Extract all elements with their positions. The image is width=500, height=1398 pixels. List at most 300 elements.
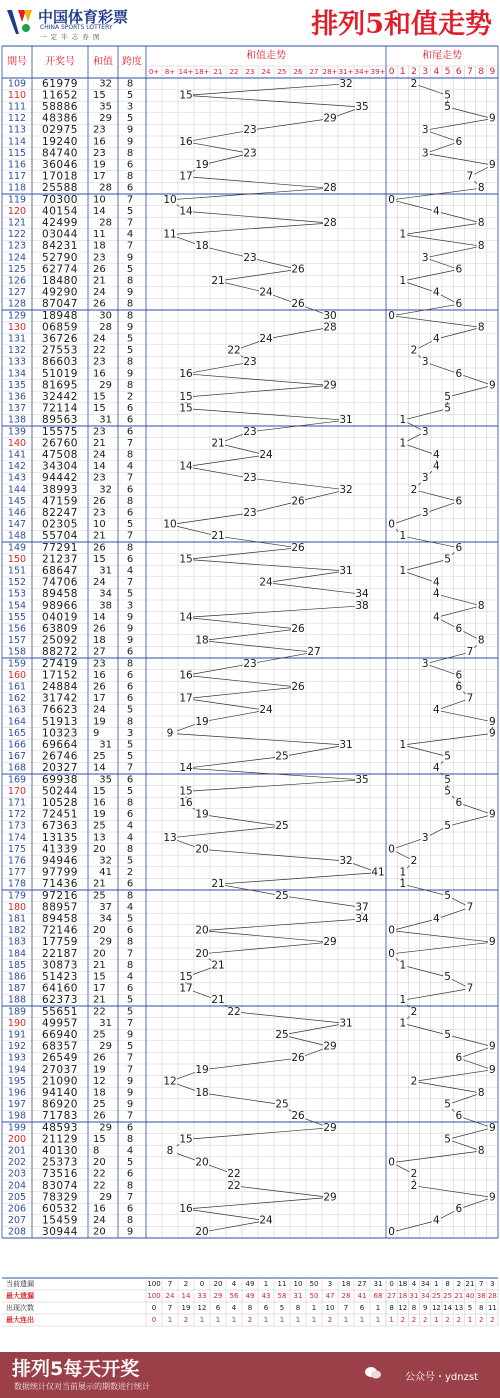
sum-point: 18 bbox=[195, 240, 209, 253]
span-cell: 6 bbox=[126, 182, 134, 194]
sum-cell: 31 bbox=[99, 414, 112, 426]
period-cell: 201 bbox=[7, 1145, 27, 1157]
draw-number-cell: 84740 bbox=[42, 147, 78, 160]
span-cell: 8 bbox=[126, 1215, 134, 1227]
draw-number-cell: 30944 bbox=[42, 1226, 78, 1239]
col-header-span: 跨度 bbox=[122, 56, 142, 68]
sum-point: 24 bbox=[259, 333, 273, 345]
header bbox=[0, 0, 500, 44]
span-cell: 8 bbox=[126, 716, 134, 728]
sum-point: 26 bbox=[291, 298, 305, 311]
draw-number-cell: 86603 bbox=[42, 356, 78, 369]
tail-point: 6 bbox=[455, 1110, 463, 1123]
draw-number-cell: 10323 bbox=[42, 727, 78, 740]
sum-point: 26 bbox=[291, 495, 305, 508]
stats-tail-value: 12 bbox=[431, 1304, 441, 1312]
sum-point: 15 bbox=[179, 553, 193, 566]
span-cell: 8 bbox=[126, 1133, 134, 1145]
period-cell: 120 bbox=[7, 205, 27, 217]
span-cell: 6 bbox=[126, 414, 134, 426]
draw-number-cell: 87047 bbox=[42, 298, 78, 311]
span-cell: 6 bbox=[126, 159, 134, 171]
sum-cell: 13 bbox=[93, 832, 106, 844]
tail-bin-label: 4 bbox=[433, 67, 440, 77]
sum-bin-label: 24 bbox=[261, 68, 271, 76]
sum-point: 27 bbox=[307, 646, 321, 659]
span-cell: 4 bbox=[126, 1145, 134, 1157]
span-cell: 6 bbox=[126, 507, 134, 519]
draw-number-cell: 30873 bbox=[42, 959, 78, 972]
stats-sum-value: 1 bbox=[215, 1316, 221, 1324]
sum-point: 17 bbox=[179, 692, 193, 705]
stats-tail-value: 2 bbox=[422, 1316, 428, 1324]
sum-point: 10 bbox=[163, 193, 177, 206]
span-cell: 8 bbox=[126, 936, 134, 948]
draw-number-cell: 10528 bbox=[42, 797, 78, 809]
draw-number-cell: 74706 bbox=[42, 576, 78, 589]
sum-point: 23 bbox=[243, 472, 257, 485]
sum-point: 15 bbox=[179, 1133, 193, 1146]
sum-cell: 27 bbox=[93, 646, 106, 658]
span-cell: 5 bbox=[126, 113, 134, 125]
span-cell: 7 bbox=[126, 1110, 134, 1122]
sum-point: 21 bbox=[211, 959, 225, 972]
tail-point: 2 bbox=[410, 77, 418, 90]
tail-point: 6 bbox=[455, 1203, 463, 1215]
tail-point: 9 bbox=[489, 1040, 496, 1053]
draw-number-cell: 67363 bbox=[42, 820, 78, 833]
span-cell: 4 bbox=[126, 832, 134, 844]
period-cell: 186 bbox=[7, 971, 27, 983]
sum-cell: 29 bbox=[99, 1191, 112, 1203]
period-cell: 204 bbox=[7, 1180, 27, 1192]
stats-tail-value: 1 bbox=[434, 1316, 439, 1324]
period-cell: 181 bbox=[7, 913, 27, 925]
sum-point: 12 bbox=[163, 1075, 177, 1088]
tail-point: 1 bbox=[399, 994, 407, 1007]
tail-point: 2 bbox=[410, 855, 418, 867]
draw-number-cell: 70300 bbox=[42, 193, 78, 206]
sum-point: 28 bbox=[323, 182, 337, 195]
period-cell: 148 bbox=[7, 530, 27, 542]
stats-tail-value: 27 bbox=[387, 1292, 397, 1300]
span-cell: 8 bbox=[126, 449, 134, 461]
span-cell: 7 bbox=[126, 1191, 134, 1203]
period-cell: 178 bbox=[7, 878, 27, 890]
draw-number-cell: 78329 bbox=[42, 1191, 78, 1204]
stats-tail-value: 5 bbox=[467, 1304, 473, 1312]
sum-cell: 30 bbox=[99, 310, 112, 322]
sum-point: 26 bbox=[291, 623, 305, 635]
span-cell: 6 bbox=[126, 403, 134, 415]
tail-point: 3 bbox=[421, 507, 429, 519]
period-cell: 130 bbox=[7, 321, 27, 333]
draw-number-cell: 40130 bbox=[42, 1145, 78, 1157]
sum-point: 24 bbox=[259, 576, 273, 589]
sum-point: 15 bbox=[179, 785, 193, 798]
draw-number-cell: 36046 bbox=[42, 159, 78, 171]
tail-point: 0 bbox=[388, 947, 395, 960]
stats-tail-value: 2 bbox=[411, 1316, 417, 1324]
sum-cell: 23 bbox=[93, 147, 106, 159]
sum-cell: 26 bbox=[93, 263, 106, 275]
tail-point: 0 bbox=[388, 924, 395, 937]
period-cell: 203 bbox=[7, 1168, 27, 1180]
span-cell: 9 bbox=[126, 1226, 134, 1238]
stats-sum-value: 1 bbox=[375, 1316, 381, 1324]
tail-point: 3 bbox=[421, 147, 429, 160]
tail-point: 1 bbox=[399, 228, 407, 241]
period-cell: 175 bbox=[7, 843, 27, 855]
sum-point: 22 bbox=[227, 1179, 241, 1192]
stats-sum-value: 12 bbox=[197, 1304, 207, 1312]
period-cell: 177 bbox=[7, 867, 27, 879]
sum-point: 24 bbox=[259, 704, 273, 717]
span-cell: 5 bbox=[126, 1157, 134, 1169]
sum-point: 13 bbox=[163, 831, 177, 844]
period-cell: 117 bbox=[7, 171, 27, 183]
draw-number-cell: 02305 bbox=[42, 518, 78, 531]
sum-point: 16 bbox=[179, 135, 193, 148]
draw-number-cell: 18480 bbox=[42, 275, 78, 287]
stats-tail-value: 2 bbox=[456, 1316, 462, 1324]
span-cell: 5 bbox=[126, 519, 134, 531]
period-cell: 182 bbox=[7, 925, 27, 937]
tail-point: 4 bbox=[433, 286, 440, 299]
draw-number-cell: 02975 bbox=[42, 124, 78, 137]
period-cell: 111 bbox=[7, 101, 27, 113]
draw-number-cell: 68357 bbox=[42, 1040, 78, 1053]
sum-point: 20 bbox=[195, 843, 209, 856]
tail-point: 7 bbox=[466, 982, 474, 995]
stats-sum-value: 27 bbox=[357, 1280, 367, 1288]
tail-point: 4 bbox=[433, 449, 440, 461]
span-cell: 7 bbox=[126, 577, 134, 589]
stats-sum-value: 5 bbox=[279, 1304, 285, 1312]
sum-cell: 19 bbox=[93, 159, 106, 171]
tail-point: 3 bbox=[421, 472, 429, 485]
tail-point: 3 bbox=[421, 124, 429, 137]
draw-number-cell: 36726 bbox=[42, 333, 78, 345]
trend-chart bbox=[0, 44, 500, 1352]
sum-cell: 17 bbox=[93, 171, 106, 183]
draw-number-cell: 58886 bbox=[42, 101, 78, 113]
stats-sum-value: 1 bbox=[295, 1316, 301, 1324]
tail-point: 9 bbox=[489, 727, 496, 740]
sum-cell: 14 bbox=[93, 461, 106, 473]
stats-tail-value: 8 bbox=[411, 1304, 417, 1312]
draw-number-cell: 69664 bbox=[42, 739, 78, 751]
stats-sum-value: 3 bbox=[327, 1280, 333, 1288]
period-cell: 167 bbox=[7, 751, 27, 763]
sum-point: 24 bbox=[259, 1214, 273, 1227]
tail-point: 6 bbox=[455, 263, 463, 276]
period-cell: 202 bbox=[7, 1157, 27, 1169]
draw-number-cell: 94442 bbox=[42, 472, 78, 485]
draw-number-cell: 51913 bbox=[42, 715, 78, 728]
draw-number-cell: 21129 bbox=[42, 1133, 78, 1146]
period-cell: 194 bbox=[7, 1064, 27, 1076]
draw-number-cell: 17018 bbox=[42, 170, 78, 183]
stats-sum-value: 33 bbox=[197, 1292, 207, 1300]
sum-point: 24 bbox=[259, 449, 273, 461]
stats-tail-value: 11 bbox=[487, 1304, 497, 1312]
sum-cell: 15 bbox=[93, 553, 106, 565]
sum-point: 22 bbox=[227, 344, 241, 357]
period-cell: 163 bbox=[7, 704, 27, 716]
span-cell: 8 bbox=[126, 78, 134, 90]
sum-cell: 19 bbox=[93, 1064, 106, 1076]
span-cell: 8 bbox=[126, 147, 134, 159]
tail-point: 9 bbox=[489, 1121, 496, 1134]
span-cell: 8 bbox=[126, 495, 134, 507]
period-cell: 160 bbox=[7, 669, 27, 681]
draw-number-cell: 55704 bbox=[42, 530, 78, 543]
period-cell: 165 bbox=[7, 727, 27, 739]
sum-cell: 21 bbox=[93, 878, 106, 890]
draw-number-cell: 71436 bbox=[42, 878, 78, 891]
sum-cell: 29 bbox=[99, 936, 112, 948]
stats-tail-value: 2 bbox=[400, 1316, 406, 1324]
stats-tail-value: 12 bbox=[398, 1304, 408, 1312]
span-cell: 6 bbox=[126, 809, 134, 821]
draw-number-cell: 64160 bbox=[42, 982, 78, 995]
stats-sum-value: 2 bbox=[183, 1280, 189, 1288]
stats-sum-value: 49 bbox=[245, 1292, 255, 1300]
sum-point: 23 bbox=[243, 425, 257, 438]
period-cell: 118 bbox=[7, 182, 27, 194]
span-cell: 8 bbox=[126, 310, 134, 322]
footer-note: 数据统计仅对当前展示的期数进行统计 bbox=[14, 1382, 150, 1391]
span-cell: 6 bbox=[126, 1168, 134, 1180]
sum-point: 34 bbox=[355, 588, 369, 601]
draw-number-cell: 97216 bbox=[42, 889, 78, 902]
stats-sum-value: 8 bbox=[247, 1304, 253, 1312]
stats-tail-value: 1 bbox=[467, 1316, 473, 1324]
span-cell: 7 bbox=[126, 530, 134, 542]
span-cell: 4 bbox=[126, 901, 134, 913]
stats-sum-value: 68 bbox=[373, 1292, 383, 1300]
tail-point: 9 bbox=[489, 112, 496, 125]
sum-point: 26 bbox=[291, 681, 305, 693]
period-cell: 192 bbox=[7, 1041, 27, 1053]
page-title: 排列5和值走势 bbox=[311, 9, 492, 40]
span-cell: 7 bbox=[126, 948, 134, 960]
sum-cell: 8 bbox=[93, 1145, 100, 1157]
period-cell: 199 bbox=[7, 1122, 27, 1134]
sum-cell: 23 bbox=[93, 426, 106, 438]
draw-number-cell: 17759 bbox=[42, 936, 78, 949]
sum-point: 19 bbox=[195, 1063, 209, 1076]
stats-sum-value: 18 bbox=[341, 1280, 351, 1288]
draw-number-cell: 66940 bbox=[42, 1029, 78, 1041]
period-cell: 198 bbox=[7, 1110, 27, 1122]
sum-cell: 26 bbox=[93, 623, 106, 635]
draw-number-cell: 18948 bbox=[42, 309, 78, 322]
tail-point: 4 bbox=[433, 205, 440, 218]
draw-number-cell: 13135 bbox=[42, 831, 78, 844]
sum-bin-label: 18+ bbox=[194, 68, 210, 76]
sum-cell: 28 bbox=[99, 182, 112, 194]
sum-cell: 9 bbox=[93, 727, 100, 739]
span-cell: 8 bbox=[126, 890, 134, 902]
stats-sum-value: 58 bbox=[277, 1292, 287, 1300]
period-cell: 191 bbox=[7, 1029, 27, 1041]
period-cell: 162 bbox=[7, 693, 27, 705]
span-cell: 8 bbox=[126, 379, 134, 391]
period-cell: 176 bbox=[7, 855, 27, 867]
stats-tail-value: 1 bbox=[389, 1316, 394, 1324]
span-cell: 5 bbox=[126, 751, 134, 763]
sum-cell: 12 bbox=[93, 1075, 106, 1087]
period-cell: 119 bbox=[7, 194, 27, 206]
sum-cell: 21 bbox=[93, 275, 106, 287]
sum-point: 15 bbox=[179, 971, 193, 983]
period-cell: 132 bbox=[7, 345, 27, 357]
stats-tail-value: 13 bbox=[454, 1304, 464, 1312]
tail-point: 7 bbox=[466, 646, 474, 659]
sum-point: 9 bbox=[166, 727, 174, 740]
tail-point: 3 bbox=[421, 657, 429, 670]
sum-cell: 16 bbox=[93, 368, 106, 380]
span-cell: 5 bbox=[126, 1006, 134, 1018]
stats-sum-value: 24 bbox=[165, 1292, 175, 1300]
stats-tail-value: 2 bbox=[456, 1280, 462, 1288]
period-cell: 140 bbox=[7, 437, 27, 449]
draw-number-cell: 68647 bbox=[42, 565, 78, 577]
stats-sum-value: 7 bbox=[343, 1304, 349, 1312]
sum-cell: 25 bbox=[93, 751, 106, 763]
tail-point: 4 bbox=[433, 913, 440, 925]
sum-point: 31 bbox=[339, 565, 353, 577]
span-cell: 7 bbox=[126, 1017, 134, 1029]
tail-bin-label: 6 bbox=[455, 67, 462, 77]
sum-point: 26 bbox=[291, 263, 305, 276]
draw-number-cell: 25373 bbox=[42, 1156, 78, 1169]
draw-number-cell: 11652 bbox=[42, 89, 78, 102]
period-cell: 126 bbox=[7, 275, 27, 287]
tail-point: 4 bbox=[433, 611, 440, 624]
draw-number-cell: 69938 bbox=[42, 773, 78, 786]
span-cell: 8 bbox=[126, 797, 134, 809]
span-cell: 8 bbox=[126, 658, 134, 670]
stats-sum-value: 56 bbox=[229, 1292, 239, 1300]
sum-cell: 24 bbox=[93, 704, 106, 716]
sum-cell: 22 bbox=[93, 1168, 106, 1180]
stats-tail-value: 2 bbox=[478, 1316, 484, 1324]
sum-cell: 19 bbox=[93, 716, 106, 728]
span-cell: 5 bbox=[126, 704, 134, 716]
tail-point: 6 bbox=[455, 298, 463, 311]
tail-point: 9 bbox=[489, 715, 496, 728]
sum-cell: 22 bbox=[93, 345, 106, 357]
span-cell: 4 bbox=[126, 229, 134, 241]
draw-number-cell: 27037 bbox=[42, 1063, 78, 1076]
sum-cell: 23 bbox=[93, 124, 106, 136]
tail-point: 5 bbox=[444, 785, 451, 798]
span-cell: 9 bbox=[126, 611, 134, 623]
sum-cell: 31 bbox=[99, 739, 112, 751]
sum-cell: 34 bbox=[99, 588, 112, 600]
tail-point: 5 bbox=[444, 773, 451, 786]
tail-point: 7 bbox=[466, 692, 474, 705]
tail-point: 4 bbox=[433, 704, 440, 717]
sum-point: 25 bbox=[275, 820, 289, 833]
sum-point: 35 bbox=[355, 773, 369, 786]
period-cell: 174 bbox=[7, 832, 27, 844]
sum-cell: 26 bbox=[93, 1052, 106, 1064]
period-cell: 189 bbox=[7, 1006, 27, 1018]
tail-point: 4 bbox=[433, 762, 440, 775]
stats-sum-value: 7 bbox=[167, 1304, 173, 1312]
period-cell: 110 bbox=[7, 89, 27, 101]
tail-point: 5 bbox=[444, 889, 451, 902]
span-cell: 3 bbox=[126, 600, 134, 612]
sum-cell: 24 bbox=[93, 333, 106, 345]
tail-point: 6 bbox=[455, 1052, 463, 1065]
draw-number-cell: 47508 bbox=[42, 449, 78, 461]
sum-point: 16 bbox=[179, 367, 193, 380]
sum-point: 18 bbox=[195, 1087, 209, 1099]
stats-tail-value: 1 bbox=[434, 1280, 439, 1288]
stats-tail-value: 0 bbox=[389, 1280, 394, 1288]
sum-point: 28 bbox=[323, 217, 337, 229]
stats-tail-value: 34 bbox=[420, 1280, 430, 1288]
sum-cell: 25 bbox=[93, 1029, 106, 1041]
sum-point: 29 bbox=[323, 1121, 337, 1134]
span-cell: 5 bbox=[126, 345, 134, 357]
span-cell: 7 bbox=[126, 762, 134, 774]
sum-cell: 16 bbox=[93, 669, 106, 681]
sum-point: 14 bbox=[179, 611, 193, 624]
stats-sum-value: 2 bbox=[247, 1316, 253, 1324]
tail-point: 8 bbox=[477, 217, 485, 229]
tail-point: 4 bbox=[433, 333, 440, 345]
stats-tail-value: 21 bbox=[465, 1280, 475, 1288]
sum-cell: 34 bbox=[99, 913, 112, 925]
sum-point: 22 bbox=[227, 1005, 241, 1018]
period-cell: 184 bbox=[7, 948, 27, 960]
stats-sum-value: 8 bbox=[295, 1304, 301, 1312]
sum-cell: 21 bbox=[93, 959, 106, 971]
sum-cell: 37 bbox=[99, 901, 112, 913]
stats-sum-value: 1 bbox=[199, 1316, 205, 1324]
stats-sum-value: 4 bbox=[231, 1280, 237, 1288]
period-cell: 172 bbox=[7, 809, 27, 821]
period-cell: 197 bbox=[7, 1099, 27, 1111]
period-cell: 200 bbox=[7, 1133, 27, 1145]
period-cell: 109 bbox=[7, 78, 27, 90]
tail-point: 6 bbox=[455, 541, 463, 554]
sum-cell: 28 bbox=[99, 321, 112, 333]
draw-number-cell: 27553 bbox=[42, 344, 78, 357]
period-cell: 159 bbox=[7, 658, 27, 670]
sum-cell: 18 bbox=[93, 1087, 106, 1099]
period-cell: 205 bbox=[7, 1191, 27, 1203]
sum-point: 34 bbox=[355, 913, 369, 925]
stats-sum-value: 100 bbox=[147, 1292, 161, 1300]
sum-point: 16 bbox=[179, 797, 193, 809]
sum-point: 20 bbox=[195, 924, 209, 937]
period-cell: 161 bbox=[7, 681, 27, 693]
sum-cell: 26 bbox=[93, 681, 106, 693]
period-cell: 193 bbox=[7, 1052, 27, 1064]
period-cell: 157 bbox=[7, 635, 27, 647]
col-header-number: 开奖号 bbox=[45, 56, 75, 68]
stats-tail-value: 14 bbox=[443, 1304, 453, 1312]
sum-bin-label: 14+ bbox=[178, 68, 194, 76]
period-cell: 134 bbox=[7, 368, 27, 380]
